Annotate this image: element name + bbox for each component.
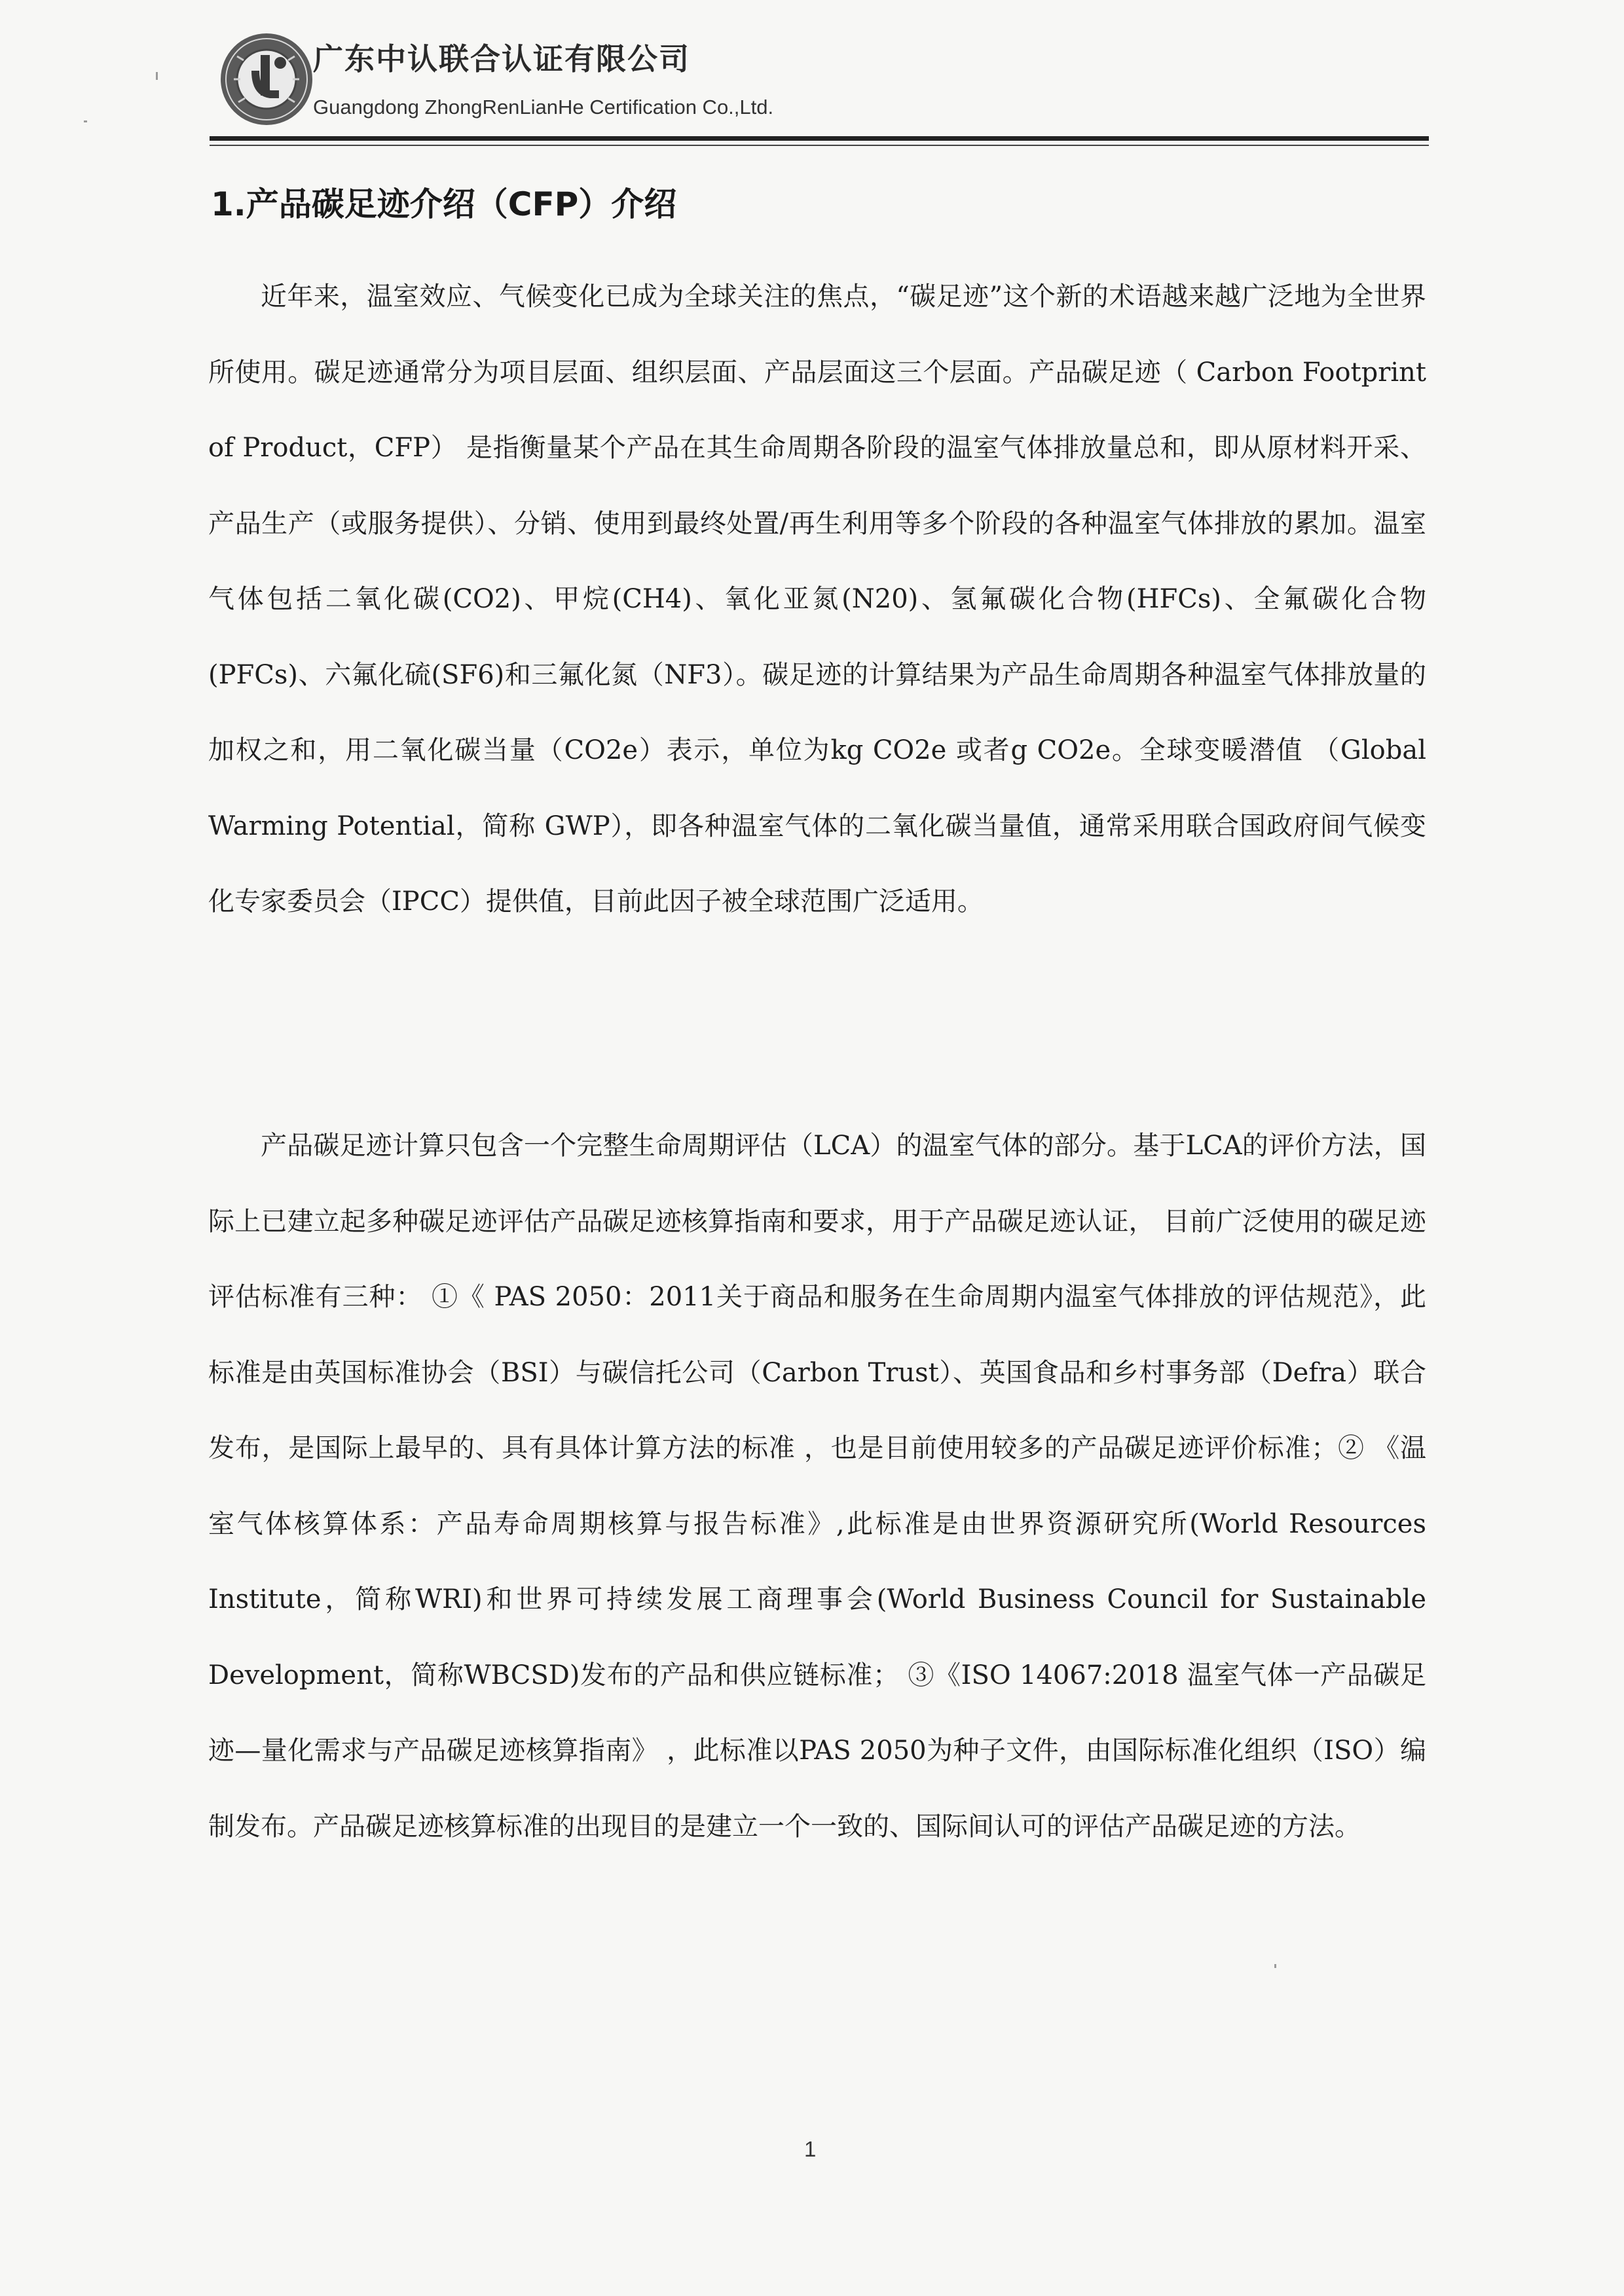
paragraph-2: 产品碳足迹计算只包含一个完整生命周期评估（LCA）的温室气体的部分。基于LCA的评价方法，国际上已建立起多种碳足迹评估产品碳足迹核算指南和要求，用于产品碳足迹认证， 目前广泛使用的碳足迹评估标准有三种： ①《 PAS 2050：2011关于商品和服务在生命周期内温室气体排放的评估规范》，此标准是由英国标准协会（BSI）与碳信托公司（Carbon Trust）、英国食品和乡村事务部（Defra）联合发布，是国际上最早的、具有具体计算方法的标准 ，也是目前使用较多的产品碳足迹评价标准；② 《温室气体核算体系：产品寿命周期核算与报告标准》,此标准是由世界资源研究所(World Resources Institute，简称WRI)和世界可持续发展工商理事会(World Business Council for Sustainable Development，简称WBCSD)发布的产品和供应链标准； ③《ISO 14067:2018 温室气体一产品碳足迹—量化需求与产品碳足迹核算指南》 ，此标准以PAS 2050为种子文件，由国际标准化组织（ISO）编制发布。产品碳足迹核算标准的出现目的是建立一个一致的、国际间认可的评估产品碳足迹的方法。 (208, 1131, 1426, 1842)
letterhead (210, 18, 1441, 149)
scan-speck (156, 72, 158, 80)
company-logo (217, 30, 316, 128)
header-rule-thick (210, 136, 1429, 141)
page-number: 1 (804, 2137, 817, 2161)
paragraph-1: 近年来，温室效应、气候变化已成为全球关注的焦点，“碳足迹”这个新的术语越来越广泛地为全世界所使用。碳足迹通常分为项目层面、组织层面、产品层面这三个层面。产品碳足迹（ Carbon Footprint of Product，CFP） 是指衡量某个产品在其生命周期各阶段的温室气体排放量总和，即从原材料开采、产品生产（或服务提供）、分销、使用到最终处置/再生利用等多个阶段的各种温室气体排放的累加。温室气体包括二氧化碳(CO2)、甲烷(CH4)、氧化亚氮(N20)、氢氟碳化合物(HFCs)、全氟碳化合物(PFCs)、六氟化硫(SF6)和三氟化氮（NF3）。碳足迹的计算结果为产品生命周期各种温室气体排放量的加权之和，用二氧化碳当量（CO2e）表示，单位为kg CO2e 或者g CO2e。全球变暖潜值 （Global Warming Potential，简称 GWP），即各种温室气体的二氧化碳当量值，通常采用联合国政府间气候变化专家委员会（IPCC）提供值，目前此因子被全球范围广泛适用。 (208, 282, 1426, 917)
scan-speck (1274, 1964, 1276, 1968)
header-rule-thin (210, 145, 1429, 146)
company-name-en: Guangdong ZhongRenLianHe Certification Co.,Ltd. (313, 96, 774, 118)
section-title: 1.产品碳足迹介绍（CFP）介绍 (211, 185, 677, 223)
scan-speck (84, 120, 87, 122)
company-name-cn: 广东中认联合认证有限公司 (313, 41, 690, 77)
